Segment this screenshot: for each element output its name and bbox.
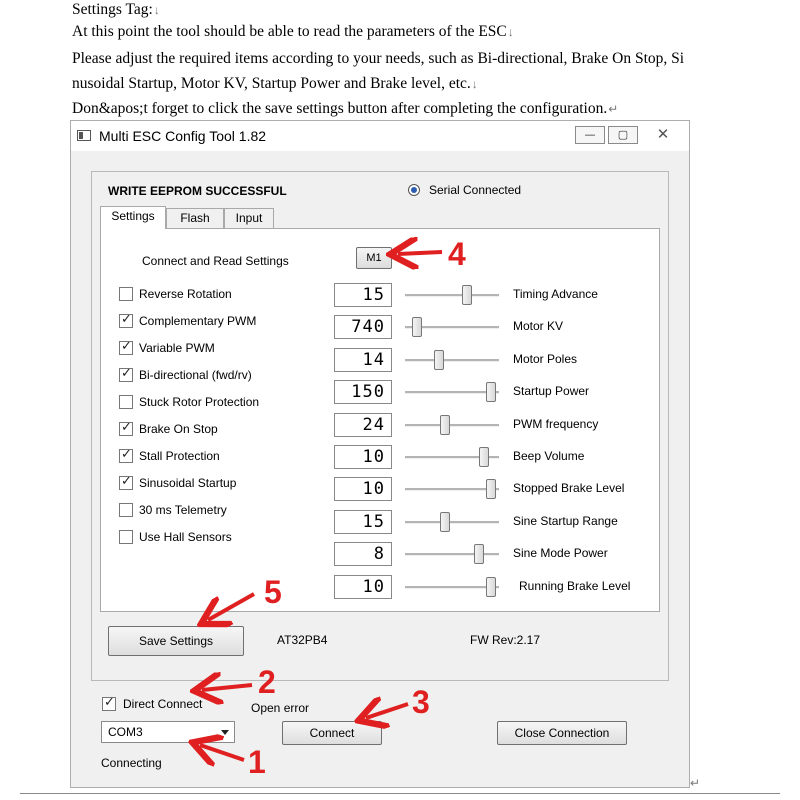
parameter-slider-thumb[interactable]: [486, 577, 496, 597]
parameter-slider-thumb[interactable]: [462, 285, 472, 305]
maximize-button[interactable]: ▢: [608, 126, 638, 144]
option-checkbox[interactable]: [119, 449, 133, 463]
close-window-button[interactable]: ✕: [656, 125, 670, 143]
option-checkbox-label: Stuck Rotor Protection: [139, 395, 260, 409]
parameter-slider-track[interactable]: [405, 391, 499, 394]
parameter-value-box[interactable]: 10: [334, 445, 392, 469]
direct-connect-label: Direct Connect: [123, 697, 203, 711]
connection-status: Connecting: [101, 756, 162, 770]
tab-input[interactable]: Input: [224, 208, 274, 228]
option-checkbox[interactable]: [119, 503, 133, 517]
parameter-slider-thumb[interactable]: [434, 350, 444, 370]
tab-flash[interactable]: Flash: [166, 208, 224, 228]
window-title: Multi ESC Config Tool 1.82: [99, 128, 267, 144]
option-checkbox-label: Stall Protection: [139, 449, 220, 463]
option-checkbox[interactable]: [119, 341, 133, 355]
settings-tab-page: [100, 228, 660, 612]
minimize-button[interactable]: —: [575, 126, 605, 144]
parameter-value-box[interactable]: 8: [334, 542, 392, 566]
option-checkbox-label: Brake On Stop: [139, 422, 218, 436]
parameter-value-box[interactable]: 10: [334, 575, 392, 599]
option-checkbox[interactable]: [119, 422, 133, 436]
doc-line-4: Don&apos;t forget to click the save settings button after completing the configuration.↵: [72, 100, 619, 117]
parameter-value-box[interactable]: 14: [334, 348, 392, 372]
parameter-label: Running Brake Level: [519, 578, 631, 593]
doc-line-3: nusoidal Startup, Motor KV, Startup Power and Brake level, etc.↓: [72, 75, 478, 92]
parameter-slider-thumb[interactable]: [412, 317, 422, 337]
connect-button[interactable]: Connect: [282, 721, 382, 745]
option-checkbox[interactable]: [119, 476, 133, 490]
annotation-number-5: 5: [264, 574, 282, 610]
parameter-slider-thumb[interactable]: [486, 479, 496, 499]
parameter-label: Beep Volume: [513, 449, 585, 463]
option-checkbox-label: Bi-directional (fwd/rv): [139, 368, 252, 382]
dropdown-arrow-icon: [221, 730, 229, 735]
parameter-slider-thumb[interactable]: [440, 415, 450, 435]
parameter-value-box[interactable]: 10: [334, 477, 392, 501]
main-panel: [91, 171, 669, 681]
option-checkbox[interactable]: [119, 368, 133, 382]
parameter-slider-track[interactable]: [405, 359, 499, 362]
doc-line-1: At this point the tool should be able to read the parameters of the ESC↓: [72, 23, 514, 40]
parameter-slider-thumb[interactable]: [474, 544, 484, 564]
parameter-label: Sine Mode Power: [513, 546, 608, 561]
parameter-value-box[interactable]: 15: [334, 283, 392, 307]
connect-read-label: Connect and Read Settings: [142, 254, 289, 268]
parameter-slider-track[interactable]: [405, 424, 499, 427]
serial-connected-label: Serial Connected: [429, 183, 522, 197]
parameter-slider-track[interactable]: [405, 488, 499, 491]
parameter-label: PWM frequency: [513, 416, 599, 431]
parameter-value-box[interactable]: 150: [334, 380, 392, 404]
option-checkbox-label: Reverse Rotation: [139, 287, 232, 301]
m1-button[interactable]: M1: [356, 247, 392, 269]
open-error-text: Open error: [251, 701, 310, 715]
parameter-slider-thumb[interactable]: [486, 382, 496, 402]
annotation-number-3: 3: [412, 684, 430, 720]
parameter-slider-track[interactable]: [405, 553, 499, 556]
com-port-select[interactable]: [101, 721, 235, 743]
option-checkbox[interactable]: [119, 395, 133, 409]
parameter-slider-track[interactable]: [405, 586, 499, 589]
parameter-slider-track[interactable]: [405, 294, 499, 297]
parameter-label: Startup Power: [513, 384, 590, 399]
option-checkbox-label: Complementary PWM: [139, 314, 257, 328]
option-checkbox-label: Use Hall Sensors: [139, 530, 232, 544]
parameter-slider-thumb[interactable]: [479, 447, 489, 467]
annotation-number-1: 1: [248, 744, 266, 780]
chip-label: AT32PB4: [277, 633, 328, 647]
firmware-revision: FW Rev:2.17: [470, 633, 541, 647]
tab-settings[interactable]: Settings: [100, 206, 166, 229]
option-checkbox[interactable]: [119, 287, 133, 301]
direct-connect-checkbox[interactable]: [102, 697, 116, 711]
paragraph-mark: ↵: [690, 776, 701, 790]
parameter-label: Stopped Brake Level: [513, 481, 625, 496]
annotation-number-2: 2: [258, 664, 276, 700]
parameter-slider-thumb[interactable]: [440, 512, 450, 532]
parameter-label: Sine Startup Range: [513, 513, 618, 528]
doc-line-2: Please adjust the required items according to your needs, such as Bi-directional, Brake On Stop, Si: [72, 50, 685, 67]
parameter-label: Motor Poles: [513, 351, 578, 366]
parameter-value-box[interactable]: 740: [334, 315, 392, 339]
option-checkbox-label: 30 ms Telemetry: [139, 503, 227, 517]
parameter-label: Timing Advance: [513, 287, 598, 301]
client-area: [81, 157, 679, 781]
serial-connected-radio[interactable]: [408, 184, 420, 196]
parameter-value-box[interactable]: 15: [334, 510, 392, 534]
doc-line-heading: Settings Tag:↓: [72, 1, 160, 18]
title-bar[interactable]: [71, 121, 689, 151]
parameter-value-box[interactable]: 24: [334, 413, 392, 437]
parameter-slider-track[interactable]: [405, 521, 499, 524]
option-checkbox[interactable]: [119, 530, 133, 544]
com-port-value: COM3: [108, 725, 143, 739]
page-rule: [20, 793, 780, 794]
close-connection-button[interactable]: Close Connection: [497, 721, 627, 745]
app-icon: [77, 130, 91, 141]
app-window: [70, 120, 690, 788]
option-checkbox-label: Sinusoidal Startup: [139, 476, 237, 490]
option-checkbox[interactable]: [119, 314, 133, 328]
annotation-number-4: 4: [448, 236, 466, 272]
save-settings-button[interactable]: Save Settings: [108, 626, 244, 656]
eeprom-status: WRITE EEPROM SUCCESSFUL: [108, 184, 287, 198]
option-checkbox-label: Variable PWM: [139, 341, 215, 355]
parameter-label: Motor KV: [513, 319, 564, 334]
